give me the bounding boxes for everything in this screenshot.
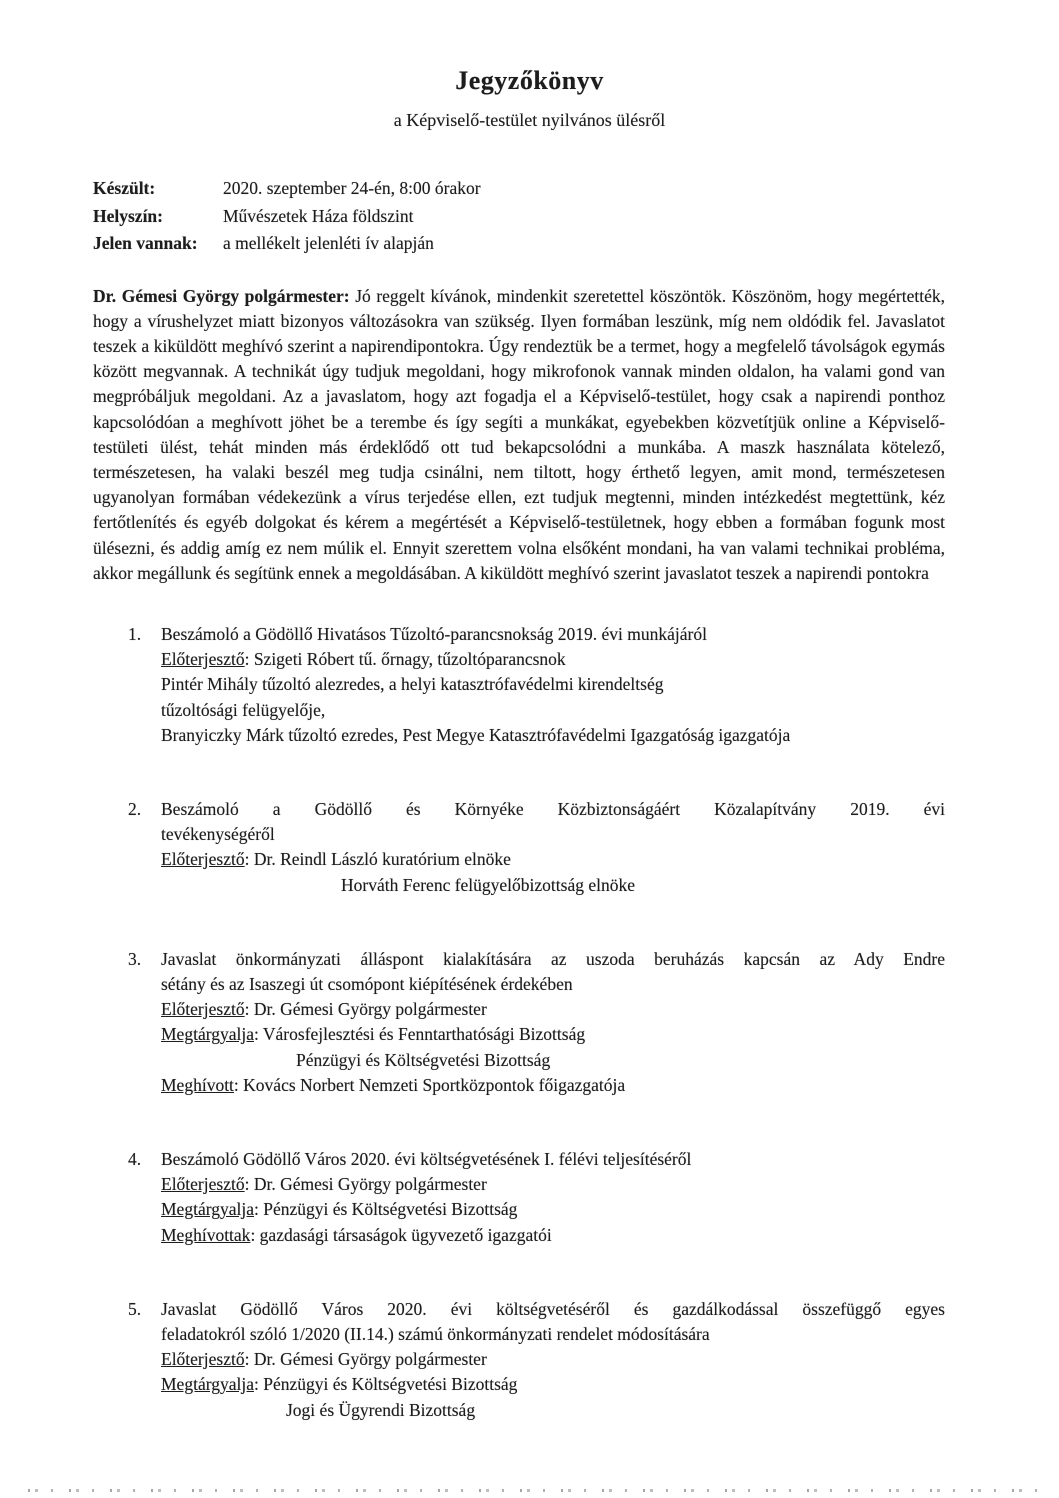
document-subtitle: a Képviselő-testület nyilvános ülésről	[393, 110, 666, 130]
item-detail	[161, 997, 945, 1022]
item-detail	[161, 698, 945, 723]
item-title: feladatokról szóló 1/2020 (II.14.) számú önkormányzati rendelet módosítására	[161, 1324, 710, 1344]
item-detail	[161, 1197, 945, 1222]
detail-text: Pénzügyi és Költségvetési Bizottság	[296, 1049, 551, 1070]
meta-value: a mellékelt jelenléti ív alapján	[223, 233, 434, 253]
detail-label: Meghívott	[161, 1074, 234, 1095]
cutoff-text-artifact	[28, 1489, 1041, 1492]
mayor-speech-paragraph	[93, 284, 945, 586]
item-body	[161, 1297, 945, 1423]
item-title: Javaslat Gödöllő Város 2020. évi költségvetéséről és gazdálkodással összefüggő egyes	[161, 1298, 945, 1319]
item-number: 1.	[128, 623, 142, 644]
item-title: Beszámoló Gödöllő Város 2020. évi költségvetésének I. félévi teljesítéséről	[161, 1148, 692, 1169]
item-title: tevékenységéről	[161, 824, 275, 845]
meta-label: Jelen vannak:	[93, 233, 198, 253]
item-title: Javaslat önkormányzati álláspont kialakítására az uszoda beruházás kapcsán az Ady Endre	[161, 948, 945, 969]
speaker-name: Dr. Gémesi György polgármester:	[93, 285, 350, 306]
detail-text: : Dr. Gémesi György polgármester	[244, 1349, 487, 1370]
detail-text: : gazdasági társaságok ügyvezető igazgatói	[250, 1224, 552, 1245]
item-detail	[161, 1073, 945, 1098]
meta-label: Készült:	[93, 178, 156, 198]
item-body	[161, 1147, 945, 1248]
agenda-item-1	[128, 622, 945, 748]
item-body	[161, 947, 945, 1098]
speech-text: Jó reggelt kívánok, mindenkit szeretettel köszöntök. Köszönöm, hogy megértették, hogy a vírushelyzet miatt bizonyos változásokra van szükség. Ilyen formában leszünk, míg nem oldódik fel. Javaslatot teszek a kiküldött meghívó szerint a napirendipontokra. Úgy rendeztük be a termet, hogy a megfelelő távolságok egymás között megvannak. A technikát úgy tudjuk megoldani, hogy mikrofonok vannak minden oldalon, ha valami gond van megpróbáljuk megoldani. Az a javaslatom, hogy azt fogadja el a Képviselő-testület, hogy csak a napirendi ponthoz kapcsolódóan a meghívott jöhet be a terembe és így segíti a munkákat, egyebekben közvetítjük online a Képviselő-testületi ülést, tehát minden más érdeklődő ott tud bekapcsolódni a munkába. A maszk használata kötelező, természetesen, ha valaki beszél meg tudja csinálni, nem tiltott, hogy érthető legyen, amit mond, természetesen ugyanolyan formában védekezünk a vírus terjedése ellen, ezt tudjuk megtenni, minden intézkedést megtettünk, kéz fertőtlenítés és egyéb dolgokat és kérem a megértését a Képviselő-testületnek, hogy ebben a formában fogunk most ülésezni, és addig amíg ez nem múlik el. Ennyit szerettem volna elsőként mondani, ha van valami technikai probléma, akkor megállunk és segítünk ennek a megoldásában. A kiküldött meghívó szerint javaslatot teszek a napirendi pontokra	[93, 285, 945, 583]
detail-text: : Városfejlesztési és Fenntarthatósági Bizottság	[253, 1024, 586, 1045]
item-detail	[161, 1372, 945, 1397]
meta-label: Helyszín:	[93, 205, 163, 226]
detail-text: : Szigeti Róbert tű. őrnagy, tűzoltóparancsnok	[244, 649, 566, 670]
item-detail	[161, 1347, 945, 1372]
item-number: 5.	[128, 1298, 142, 1319]
detail-label: Megtárgyalja	[161, 1199, 254, 1220]
detail-label: Előterjesztő	[161, 1174, 245, 1195]
agenda-item-3	[128, 947, 945, 1098]
detail-text: : Kovács Norbert Nemzeti Sportközpontok főigazgatója	[233, 1074, 626, 1095]
detail-label: Előterjesztő	[161, 649, 245, 670]
item-number: 4.	[128, 1148, 142, 1169]
meta-row-keszult	[93, 175, 1059, 203]
item-detail	[161, 647, 945, 672]
detail-label: Előterjesztő	[161, 849, 245, 870]
item-detail	[161, 873, 945, 898]
item-detail	[161, 723, 945, 748]
item-detail	[161, 1172, 945, 1197]
item-title: sétány és az Isaszegi út csomópont kiépítésének érdekében	[161, 973, 573, 994]
meta-row-jelen-vannak	[93, 230, 1059, 258]
detail-text: : Dr. Reindl László kuratórium elnöke	[244, 849, 511, 870]
meta-row-helyszin	[93, 203, 1059, 231]
detail-text: : Dr. Gémesi György polgármester	[244, 999, 487, 1020]
item-detail	[161, 1022, 945, 1047]
detail-text: Pintér Mihály tűzoltó alezredes, a helyi katasztrófavédelmi kirendeltség	[161, 674, 664, 695]
item-detail	[161, 1048, 945, 1073]
agenda-item-2	[128, 797, 945, 898]
detail-label: Előterjesztő	[161, 999, 245, 1020]
meta-block	[93, 175, 1059, 258]
agenda-list	[128, 622, 945, 1423]
detail-text: Jogi és Ügyrendi Bizottság	[286, 1399, 476, 1420]
item-body	[161, 797, 945, 898]
detail-label: Megtárgyalja	[161, 1374, 254, 1395]
item-detail	[161, 1223, 945, 1248]
detail-text: : Dr. Gémesi György polgármester	[244, 1174, 487, 1195]
detail-text: tűzoltósági felügyelője,	[161, 699, 326, 720]
item-title: Beszámoló a Gödöllő Hivatásos Tűzoltó-parancsnokság 2019. évi munkájáról	[161, 623, 707, 644]
item-title: Beszámoló a Gödöllő és Környéke Közbiztonságáért Közalapítvány 2019. évi	[161, 798, 945, 819]
agenda-item-4	[128, 1147, 945, 1248]
meta-value: 2020. szeptember 24-én, 8:00 órakor	[223, 178, 481, 198]
item-number: 2.	[128, 798, 142, 819]
meta-value: Művészetek Háza földszint	[223, 205, 414, 226]
detail-text: Branyiczky Márk tűzoltó ezredes, Pest Megye Katasztrófavédelmi Igazgatóság igazgatója	[161, 724, 791, 745]
item-number: 3.	[128, 948, 142, 969]
detail-text: : Pénzügyi és Költségvetési Bizottság	[253, 1374, 518, 1395]
item-detail	[161, 847, 945, 872]
detail-text: Horváth Ferenc felügyelőbizottság elnöke	[341, 874, 635, 895]
item-body	[161, 622, 945, 748]
detail-label: Meghívottak	[161, 1224, 251, 1245]
detail-label: Előterjesztő	[161, 1349, 245, 1370]
detail-label: Megtárgyalja	[161, 1024, 254, 1045]
agenda-item-5	[128, 1297, 945, 1423]
document-title: Jegyzőkönyv	[455, 66, 604, 95]
item-detail	[161, 672, 945, 697]
detail-text: : Pénzügyi és Költségvetési Bizottság	[253, 1199, 518, 1220]
item-detail	[161, 1398, 945, 1423]
